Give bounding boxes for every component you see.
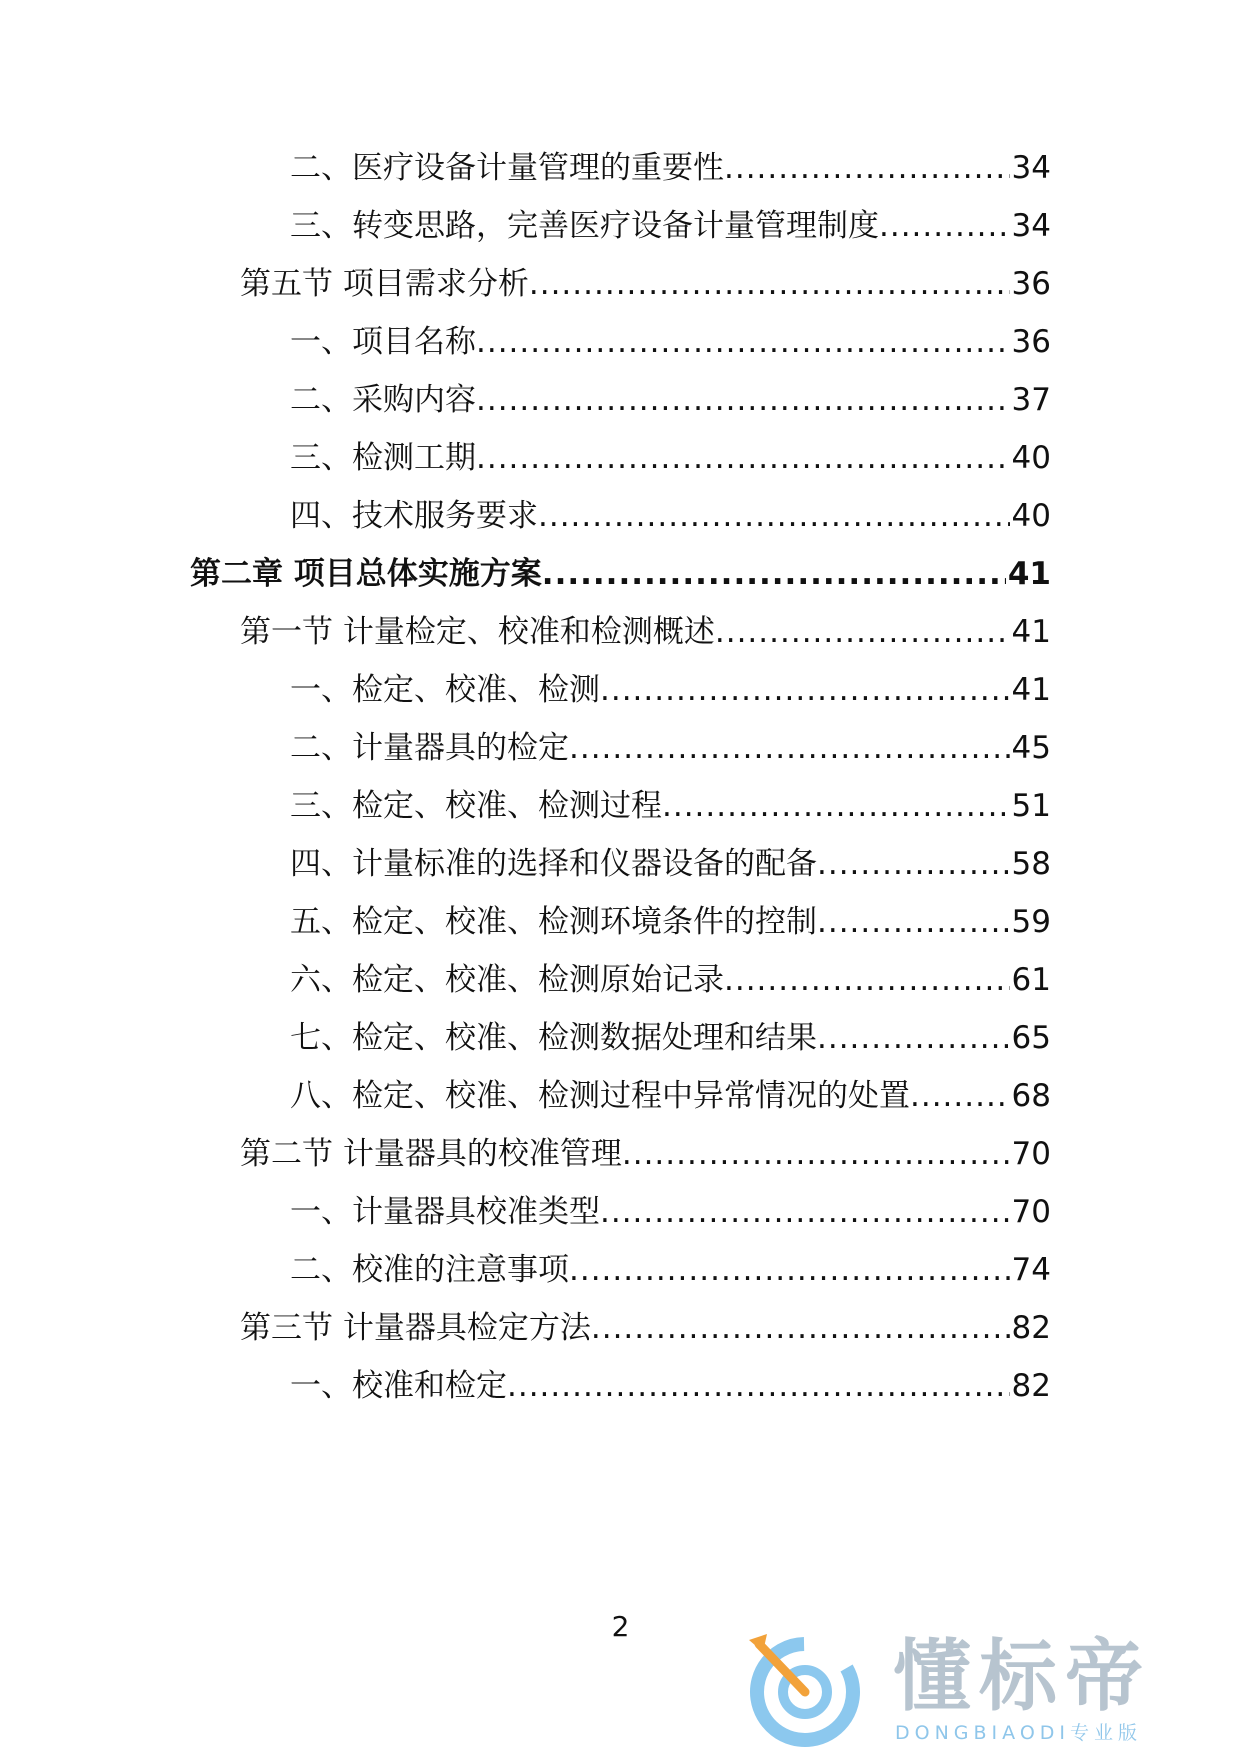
page-number: 2: [611, 1610, 630, 1643]
toc-entry-page: 82: [1011, 1310, 1051, 1346]
toc-entry[interactable]: [290, 958, 1051, 1002]
toc-leader-dots: [724, 958, 1010, 1002]
toc-entry-title: 三、检定、校准、检测过程: [290, 788, 662, 824]
toc-entry-page: 45: [1011, 730, 1051, 766]
toc-leader-dots: [476, 378, 1010, 422]
toc-entry-page: 36: [1011, 266, 1051, 302]
toc-entry-title: 二、医疗设备计量管理的重要性: [290, 150, 724, 186]
target-logo-icon: [745, 1630, 865, 1750]
toc-entry-page: 59: [1011, 904, 1051, 940]
toc-entry-page: 58: [1011, 846, 1051, 882]
toc-entry-page: 70: [1011, 1194, 1051, 1230]
toc-leader-dots: [817, 842, 1010, 886]
toc-entry[interactable]: [290, 900, 1051, 944]
toc-entry-title: 第二节 计量器具的校准管理: [240, 1136, 622, 1172]
toc-entry[interactable]: [290, 668, 1051, 712]
toc-entry-title: 七、检定、校准、检测数据处理和结果: [290, 1020, 817, 1056]
toc-entry-title: 二、采购内容: [290, 382, 476, 418]
toc-leader-dots: [507, 1364, 1010, 1408]
toc-leader-dots: [600, 1190, 1010, 1234]
toc-entry[interactable]: [290, 1190, 1051, 1234]
toc-entry-page: 82: [1011, 1368, 1051, 1404]
toc-entry[interactable]: [240, 262, 1051, 306]
toc-entry-title: 一、检定、校准、检测: [290, 672, 600, 708]
toc-entry[interactable]: [290, 1248, 1051, 1292]
toc-entry[interactable]: [290, 494, 1051, 538]
toc-entry-page: 36: [1011, 324, 1051, 360]
toc-entry[interactable]: [290, 784, 1051, 828]
toc-entry-title: 第一节 计量检定、校准和检测概述: [240, 614, 715, 650]
toc-entry-page: 41: [1011, 672, 1051, 708]
toc-leader-dots: [476, 436, 1010, 480]
toc-entry-title: 二、计量器具的检定: [290, 730, 569, 766]
toc-entry[interactable]: [290, 842, 1051, 886]
toc-entry-page: 34: [1011, 208, 1051, 244]
toc-entry[interactable]: [290, 726, 1051, 770]
toc-leader-dots: [476, 320, 1010, 364]
toc-entry-title: 四、技术服务要求: [290, 498, 538, 534]
toc-entry-title: 五、检定、校准、检测环境条件的控制: [290, 904, 817, 940]
toc-entry-page: 37: [1011, 382, 1051, 418]
toc-leader-dots: [879, 204, 1010, 248]
toc-leader-dots: [529, 262, 1010, 306]
toc-leader-dots: [817, 1016, 1010, 1060]
toc-leader-dots: [600, 668, 1010, 712]
toc-leader-dots: [538, 494, 1010, 538]
toc-entry[interactable]: [240, 610, 1051, 654]
toc-entry[interactable]: [290, 378, 1051, 422]
toc-entry-title: 一、校准和检定: [290, 1368, 507, 1404]
toc-entry-title: 第二章 项目总体实施方案: [190, 556, 542, 592]
toc-entry[interactable]: [290, 1364, 1051, 1408]
toc-entry[interactable]: [240, 1132, 1051, 1176]
toc-leader-dots: [715, 610, 1010, 654]
toc-entry-page: 51: [1011, 788, 1051, 824]
toc-leader-dots: [591, 1306, 1010, 1350]
toc-entry-page: 70: [1011, 1136, 1051, 1172]
toc-entry-page: 34: [1011, 150, 1051, 186]
toc-leader-dots: [542, 552, 1006, 596]
toc-entry-title: 六、检定、校准、检测原始记录: [290, 962, 724, 998]
toc-leader-dots: [724, 146, 1010, 190]
toc-entry-title: 三、转变思路，完善医疗设备计量管理制度: [290, 208, 879, 244]
toc-entry[interactable]: [290, 204, 1051, 248]
watermark: [745, 1630, 1225, 1750]
toc-leader-dots: [569, 1248, 1010, 1292]
toc-leader-dots: [910, 1074, 1010, 1118]
toc-entry-page: 40: [1011, 440, 1051, 476]
toc-entry[interactable]: [290, 436, 1051, 480]
toc-entry-title: 八、检定、校准、检测过程中异常情况的处置: [290, 1078, 910, 1114]
toc-leader-dots: [569, 726, 1010, 770]
toc-entry-title: 一、项目名称: [290, 324, 476, 360]
toc-entry-title: 二、校准的注意事项: [290, 1252, 569, 1288]
toc-chapter-entry[interactable]: [190, 552, 1051, 596]
toc-entry-page: 65: [1011, 1020, 1051, 1056]
toc-entry-title: 四、计量标准的选择和仪器设备的配备: [290, 846, 817, 882]
toc-entry-title: 第三节 计量器具检定方法: [240, 1310, 591, 1346]
watermark-brand: 懂标帝: [893, 1632, 1152, 1722]
toc-entry-page: 68: [1011, 1078, 1051, 1114]
toc-leader-dots: [817, 900, 1010, 944]
toc-entry-title: 第五节 项目需求分析: [240, 266, 529, 302]
toc-entry-page: 40: [1011, 498, 1051, 534]
toc-entry[interactable]: [240, 1306, 1051, 1350]
toc-entry-page: 61: [1011, 962, 1051, 998]
toc-entry-page: 41: [1007, 556, 1051, 592]
toc-entry-title: 三、检测工期: [290, 440, 476, 476]
toc-entry[interactable]: [290, 1016, 1051, 1060]
toc-entry-page: 74: [1011, 1252, 1051, 1288]
toc-entry[interactable]: [290, 146, 1051, 190]
toc-entry-page: 41: [1011, 614, 1051, 650]
toc-entry[interactable]: [290, 320, 1051, 364]
toc-entry[interactable]: [290, 1074, 1051, 1118]
toc-leader-dots: [662, 784, 1010, 828]
toc-leader-dots: [622, 1132, 1010, 1176]
toc-entry-title: 一、计量器具校准类型: [290, 1194, 600, 1230]
watermark-subtitle: DONGBIAODI专业版: [895, 1722, 1143, 1744]
